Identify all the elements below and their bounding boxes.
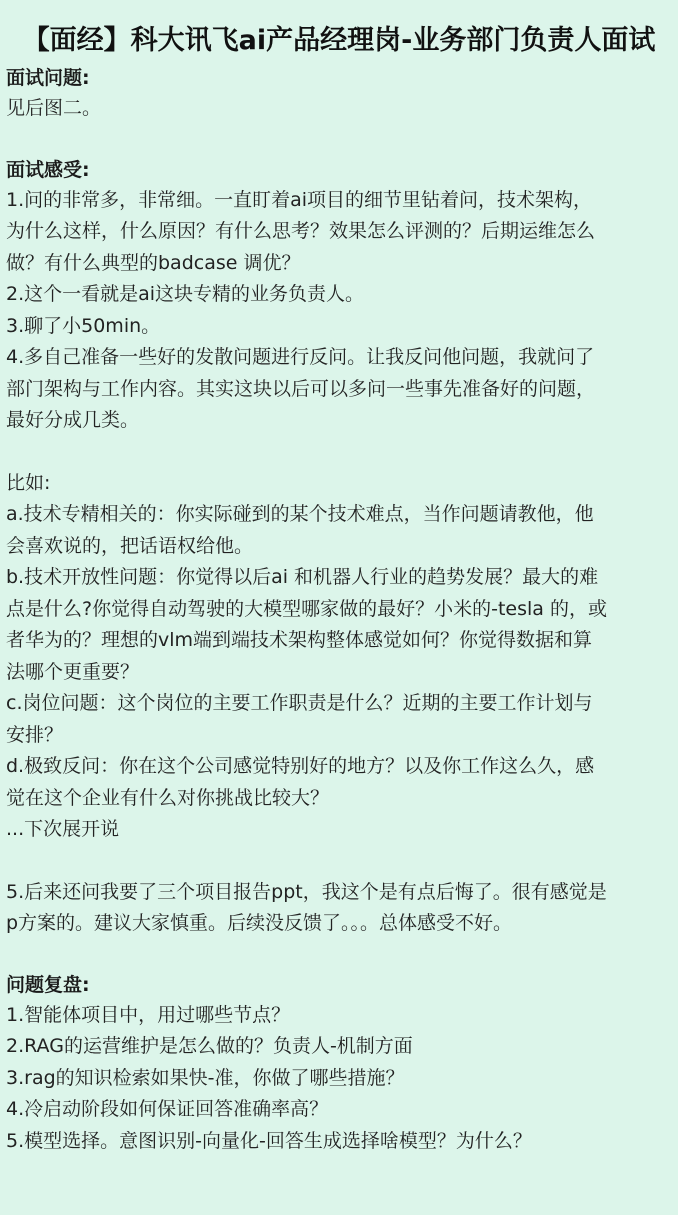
text-line: 会喜欢说的，把话语权给他。: [6, 534, 254, 557]
text-line: 觉在这个企业有什么对你挑战比较大？: [6, 786, 330, 809]
text-line: 做？有什么典型的badcase 调优？: [6, 251, 301, 274]
interview-questions-line: 见后图二。: [6, 97, 102, 119]
review-item-2: 2.RAG的运营维护是怎么做的？负责人-机制方面: [6, 1035, 413, 1057]
feeling-item-1: [6, 185, 664, 280]
spacer: [6, 437, 664, 468]
question-review-heading: 问题复盘:: [6, 973, 90, 996]
example-c: [6, 688, 664, 751]
example-d: [6, 751, 664, 814]
text-line: 最好分成几类。: [6, 409, 140, 431]
examples-more: ...下次展开说: [6, 818, 120, 840]
text-line: 1.问的非常多，非常细。一直盯着ai项目的细节里钻着问，技术架构，: [6, 188, 593, 211]
interview-questions-heading: 面试问题:: [6, 67, 90, 89]
text-line: c.岗位问题：这个岗位的主要工作职责是什么？近期的主要工作计划与: [6, 692, 593, 714]
review-item-3: 3.rag的知识检索如果快-准，你做了哪些措施？: [6, 1066, 405, 1089]
text-line: 安排？: [6, 723, 64, 746]
spacer: [6, 125, 664, 156]
feeling-item-3: [6, 311, 664, 343]
text-line: p方案的。建议大家慎重。后续没反馈了。。。总体感受不好。: [6, 912, 513, 934]
feeling-item-2: [6, 279, 664, 311]
text-line: 3.聊了小50min。: [6, 314, 161, 337]
page-title: 【面经】科大讯飞ai产品经理岗-业务部门负责人面试: [22, 25, 656, 56]
text-line: 部门架构与工作内容。其实这块以后可以多问一些事先准备好的问题，: [6, 377, 596, 400]
spacer: [6, 940, 664, 971]
text-line: 4.多自己准备一些好的发散问题进行反问。让我反问他问题，我就问了: [6, 346, 595, 368]
interview-feelings-section: [6, 156, 664, 437]
review-item-1: 1.智能体项目中，用过哪些节点？: [6, 1003, 291, 1026]
text-line: a.技术专精相关的：你实际碰到的某个技术难点，当作问题请教他，他: [6, 503, 594, 525]
spacer: [6, 846, 664, 877]
examples-section: [6, 468, 664, 846]
text-line: 为什么这样，什么原因？有什么思考？效果怎么评测的？后期运维怎么: [6, 220, 596, 242]
review-item-4: 4.冷启动阶段如何保证回答准确率高？: [6, 1098, 329, 1120]
text-line: 法哪个更重要？: [6, 660, 140, 683]
text-line: 点是什么?你觉得自动驾驶的大模型哪家做的最好？小米的-tesla 的，或: [6, 597, 607, 620]
text-line: 5.后来还问我要了三个项目报告ppt，我这个是有点后悔了。很有感觉是: [6, 880, 607, 903]
example-a: [6, 499, 664, 562]
text-line: 2.这个一看就是ai这块专精的业务负责人。: [6, 283, 365, 305]
example-b: [6, 562, 664, 688]
interview-feelings-heading: 面试感受:: [6, 158, 90, 181]
text-line: 者华为的？理想的vlm端到端技术架构整体感觉如何？你觉得数据和算: [6, 629, 593, 651]
interview-questions-section: [6, 64, 664, 125]
review-item-5: 5.模型选择。意图识别-向量化-回答生成选择啥模型？为什么？: [6, 1129, 532, 1152]
text-line: b.技术开放性问题：你觉得以后ai 和机器人行业的趋势发展？最大的难: [6, 566, 599, 588]
question-review-section: [6, 971, 664, 1158]
feeling-item-5: [6, 877, 664, 940]
feeling-item-4: [6, 342, 664, 437]
examples-intro: 比如:: [6, 471, 51, 494]
text-line: d.极致反问：你在这个公司感觉特别好的地方？以及你工作这么久，感: [6, 755, 595, 777]
